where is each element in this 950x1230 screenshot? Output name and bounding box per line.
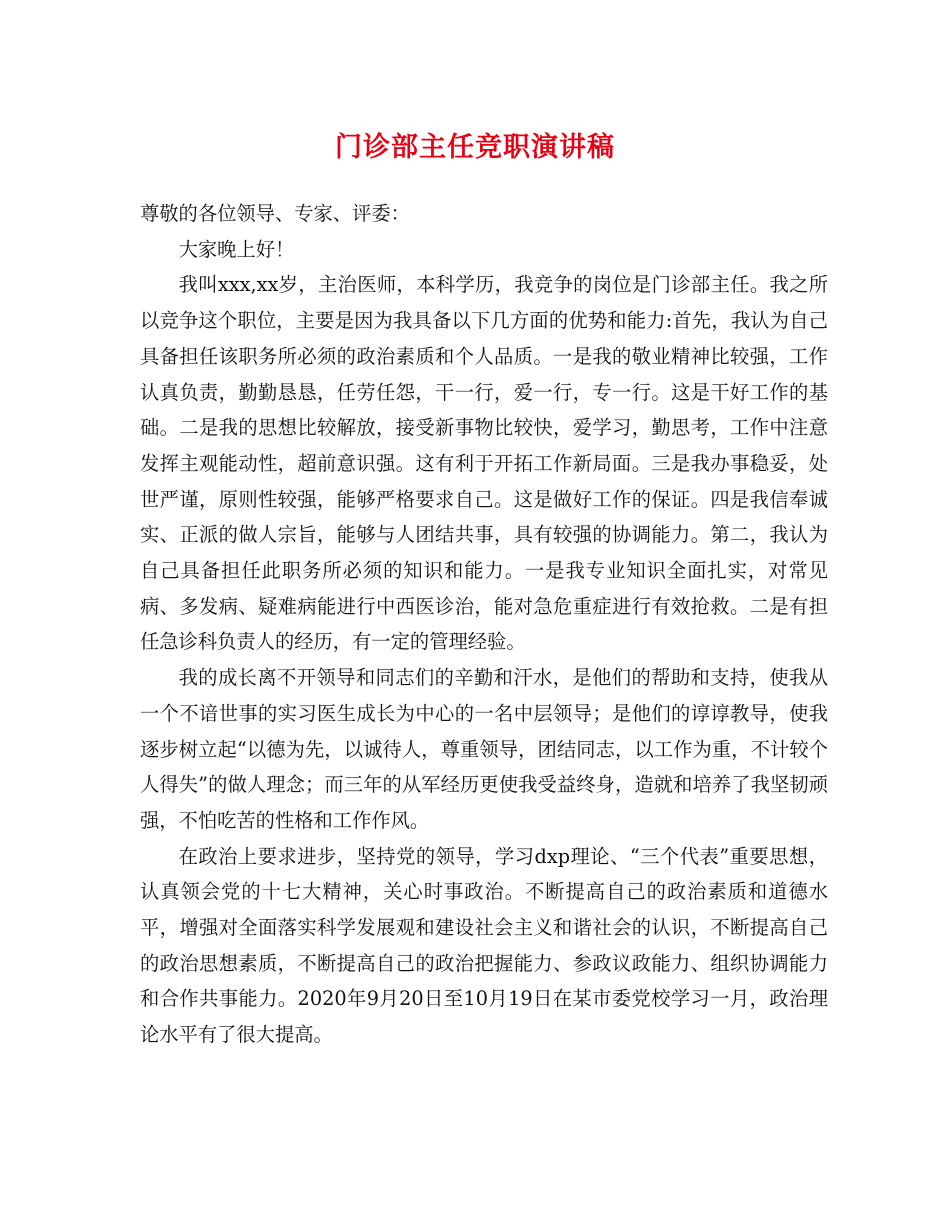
paragraph-2: 我的成长离不开领导和同志们的辛勤和汗水，是他们的帮助和支持，使我从一个不谙世事的实习医生成长为中心的一名中层领导；是他们的谆谆教导，使我逐步树立起“以德为先，以诚待人，尊重领导，团结同志，以工作为重，不计较个人得失”的做人理念；而三年的从军经历更使我受益终身，造就和培养了我坚韧顽强，不怕吃苦的性格和工作作风。	[140, 666, 828, 832]
document-title: 门诊部主任竞职演讲稿	[335, 132, 615, 163]
greeting: 大家晚上好！	[178, 237, 295, 261]
document-body	[140, 196, 828, 1053]
paragraph-1: 我叫xxx,xx岁，主治医师，本科学历，我竞争的岗位是门诊部主任。我之所以竞争这个职位，主要是因为我具备以下几方面的优势和能力:首先，我认为自己具备担任该职务所必须的政治素质和个人品质。一是我的敬业精神比较强，工作认真负责，勤勤恳恳，任劳任怨，干一行，爱一行，专一行。这是干好工作的基础。二是我的思想比较解放，接受新事物比较快，爱学习，勤思考，工作中注意发挥主观能动性，超前意识强。这有利于开拓工作新局面。三是我办事稳妥，处世严谨，原则性较强，能够严格要求自己。这是做好工作的保证。四是我信奉诚实、正派的做人宗旨，能够与人团结共事，具有较强的协调能力。第二，我认为自己具备担任此职务所必须的知识和能力。一是我专业知识全面扎实，对常见病、多发病、疑难病能进行中西医诊治，能对急危重症进行有效抢救。二是有担任急诊科负责人的经历，有一定的管理经验。	[140, 273, 828, 654]
paragraph-3: 在政治上要求进步，坚持党的领导，学习dxp理论、“三个代表”重要思想，认真领会党的十七大精神，关心时事政治。不断提高自己的政治素质和道德水平，增强对全面落实科学发展观和建设社会主义和谐社会的认识，不断提高自己的政治思想素质，不断提高自己的政治把握能力、参政议政能力、组织协调能力和合作共事能力。2020年9月20日至10月19日在某市委党校学习一月，政治理论水平有了很大提高。	[140, 844, 828, 1047]
salutation: 尊敬的各位领导、专家、评委：	[140, 202, 410, 225]
